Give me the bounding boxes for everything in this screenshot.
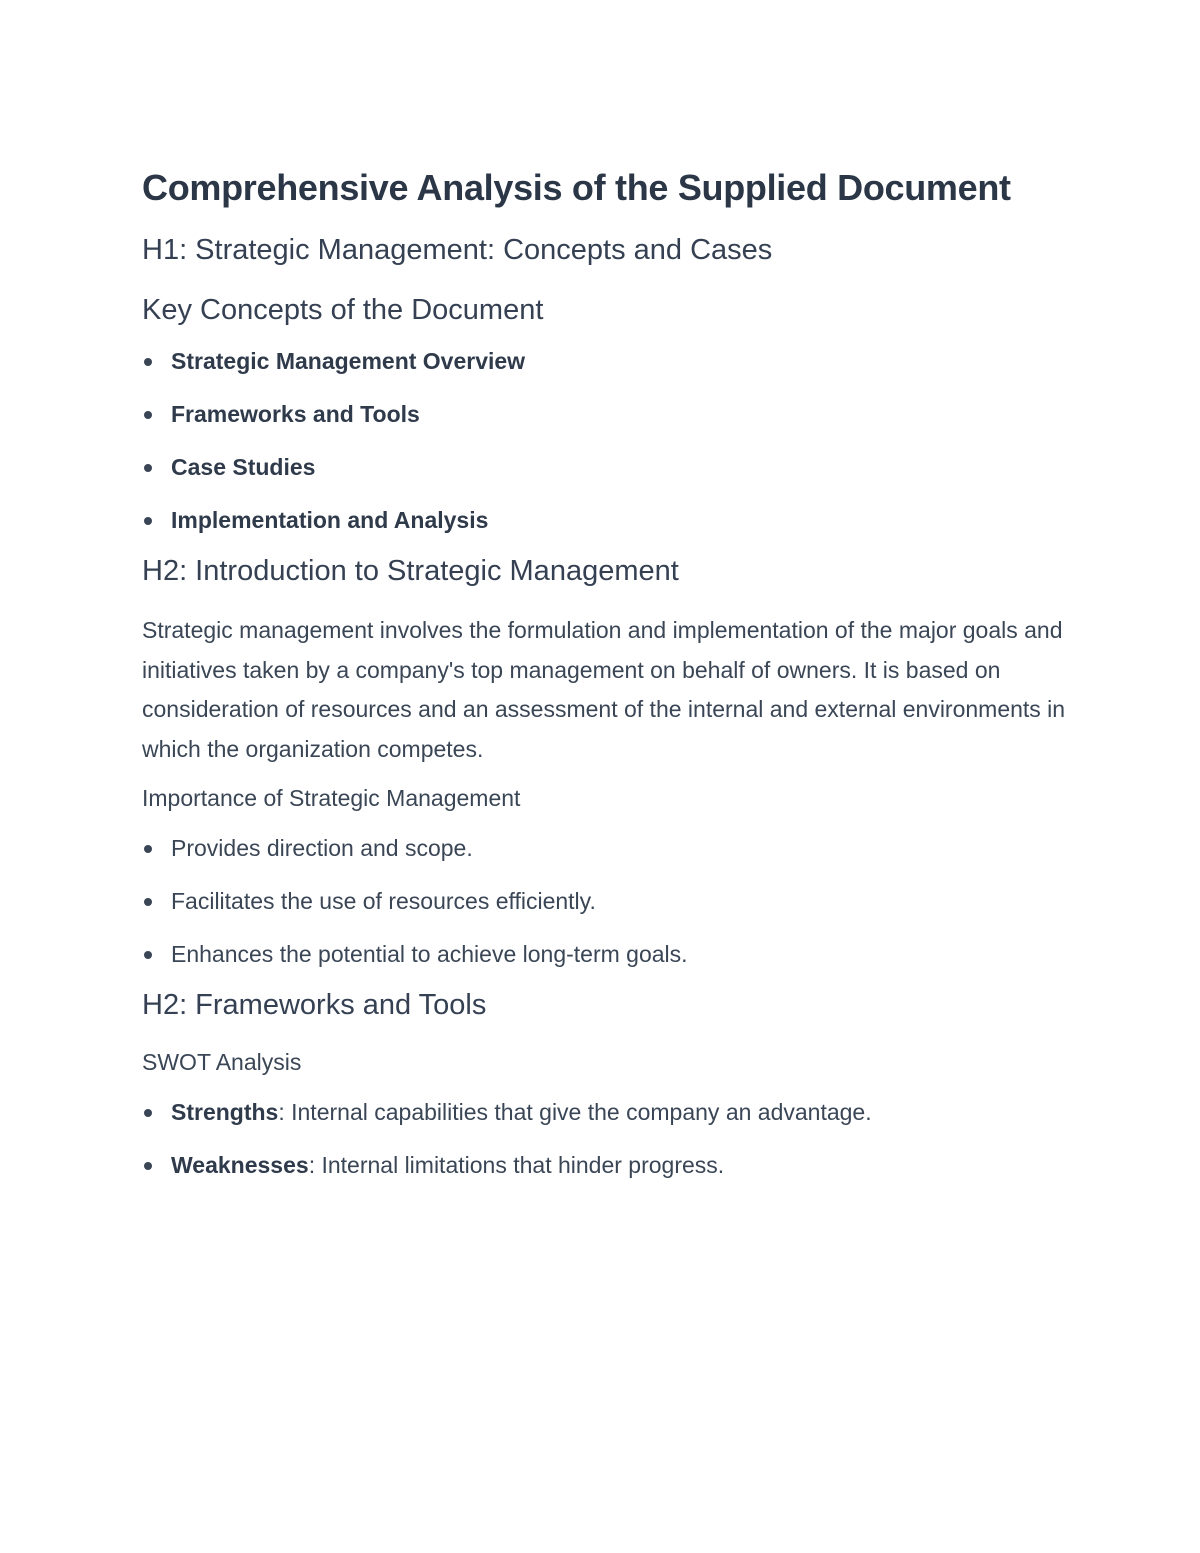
list-item: Strategic Management Overview (142, 344, 1072, 378)
importance-heading: Importance of Strategic Management (142, 785, 521, 811)
h1-heading: H1: Strategic Management: Concepts and Cases (142, 234, 773, 266)
list-item: Enhances the potential to achieve long-term goals. (142, 937, 1072, 971)
document-title: Comprehensive Analysis of the Supplied Document (142, 167, 1011, 208)
swot-term-strengths: Strengths (171, 1099, 279, 1125)
document-content (142, 160, 1072, 1196)
swot-text-weaknesses: : Internal limitations that hinder progress. (308, 1152, 725, 1178)
list-item: Frameworks and Tools (142, 397, 1072, 431)
frameworks-heading: H2: Frameworks and Tools (142, 989, 487, 1021)
intro-paragraph: Strategic management involves the formulation and implementation of the major goals and initiatives taken by a company's top management on behalf of owners. It is based on consideration of resources and an assessment of the internal and external environments in which the organization competes. (142, 617, 1066, 762)
list-item (142, 1095, 1072, 1129)
list-item: Implementation and Analysis (142, 503, 1072, 537)
intro-heading: H2: Introduction to Strategic Management (142, 555, 679, 587)
list-item: Facilitates the use of resources efficiently. (142, 884, 1072, 918)
key-concepts-list (142, 344, 1072, 537)
swot-heading: SWOT Analysis (142, 1049, 302, 1075)
importance-list (142, 831, 1072, 971)
list-item: Case Studies (142, 450, 1072, 484)
list-item: Provides direction and scope. (142, 831, 1072, 865)
swot-text-strengths: : Internal capabilities that give the company an advantage. (278, 1099, 872, 1125)
swot-list (142, 1095, 1072, 1182)
list-item (142, 1148, 1072, 1182)
key-concepts-heading: Key Concepts of the Document (142, 294, 544, 326)
swot-term-weaknesses: Weaknesses (171, 1152, 309, 1178)
